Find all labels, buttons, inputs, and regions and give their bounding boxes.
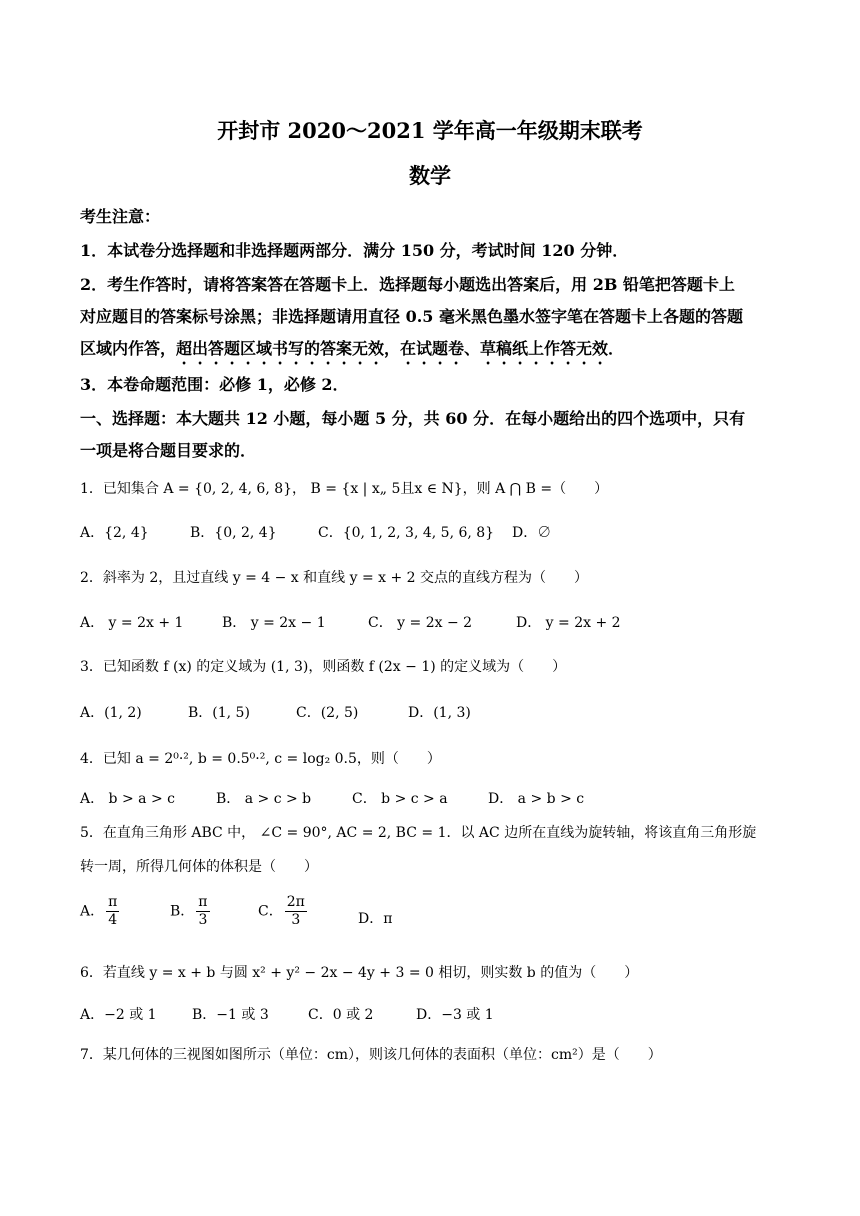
subject-title: 数学 <box>409 163 451 188</box>
option-c: C． y = 2x − 2 <box>368 615 473 631</box>
option-a: A．(1, 2) <box>80 705 142 721</box>
notice-item-3: 3．本卷命题范围：必修 1，必修 2． <box>80 375 349 394</box>
option-b: B． y = 2x − 1 <box>222 615 326 631</box>
option-c: C． b > c > a <box>352 791 448 807</box>
option-c: C．{0, 1, 2, 3, 4, 5, 6, 8} <box>318 525 495 541</box>
question-1-stem: 1．已知集合 A = {0, 2, 4, 6, 8}， B = {x | x„ 5且x ∈ N}，则 A ⋂ B =（ ） <box>80 481 609 497</box>
option-c: C．(2, 5) <box>296 705 359 721</box>
option-d: D．(1, 3) <box>408 705 471 721</box>
section-1-line-1: 一、选择题：本大题共 12 小题，每小题 5 分，共 60 分．在每小题给出的四个选项中，只有 <box>80 409 746 428</box>
option-a: A．{2, 4} <box>80 525 149 541</box>
question-5-stem-line-2: 转一周，所得几何体的体积是（ ） <box>80 859 318 875</box>
notice-item-2-prefix: 区域内作答， <box>80 339 177 358</box>
option-a: A． b > a > c <box>80 791 175 807</box>
fraction-denominator: 3 <box>291 911 301 928</box>
notice-item-2-emphasis: 超出答题区域书写的答案无效，在试题卷、草稿纸上作答无效． <box>176 339 625 358</box>
section-1-line-2: 一项是将合题目要求的． <box>80 441 257 460</box>
fraction-denominator: 4 <box>108 911 118 928</box>
option-d: D．−3 或 1 <box>416 1007 494 1023</box>
option-d: D．∅ <box>512 525 552 541</box>
fraction-denominator: 3 <box>198 911 208 928</box>
option-c: C．0 或 2 <box>308 1007 374 1023</box>
option-a: A． $\frac{\pi}{4}$ <box>80 894 118 928</box>
notice-item-2-line-2: 对应题目的答案标号涂黑；非选择题请用直径 0.5 毫米黑色墨水签字笔在答题卡上各题的答题 <box>80 307 743 326</box>
option-b: B． $\frac{\pi}{3}$ <box>170 894 208 928</box>
option-b: B． a > c > b <box>216 791 312 807</box>
option-b: B．{0, 2, 4} <box>190 525 277 541</box>
question-6-stem: 6．若直线 y = x + b 与圆 x² + y² − 2x − 4y + 3 = 0 相切，则实数 b 的值为（ ） <box>80 965 639 981</box>
option-d: D． y = 2x + 2 <box>516 615 621 631</box>
fraction-numerator: 2π <box>286 894 305 910</box>
fraction-numerator: π <box>198 894 208 910</box>
exam-title: 开封市 2020～2021 学年高一年级期末联考 <box>217 118 643 143</box>
fraction-numerator: π <box>108 894 118 910</box>
option-a: A． y = 2x + 1 <box>80 615 184 631</box>
option-c: C． $\frac{2\pi}{3}$ <box>258 894 305 928</box>
question-5-stem-line-1: 5．在直角三角形 ABC 中， ∠C = 90°, AC = 2, BC = 1．以 AC 边所在直线为旋转轴，将该直角三角形旋 <box>80 825 757 841</box>
option-d: D． a > b > c <box>488 791 585 807</box>
notice-heading: 考生注意： <box>80 207 161 226</box>
option-b: B．−1 或 3 <box>192 1007 269 1023</box>
question-2-stem: 2．斜率为 2，且过直线 y = 4 − x 和直线 y = x + 2 交点的直线方程为（ ） <box>80 570 589 586</box>
notice-item-1: 1．本试卷分选择题和非选择题两部分．满分 150 分，考试时间 120 分钟． <box>80 241 629 260</box>
question-7-stem: 7．某几何体的三视图如图所示（单位：cm），则该几何体的表面积（单位：cm²）是（ ） <box>80 1047 662 1063</box>
question-3-stem: 3．已知函数 f (x) 的定义域为 (1, 3)，则函数 f (2x − 1) 的定义域为（ ） <box>80 659 567 675</box>
option-a: A．−2 或 1 <box>80 1007 157 1023</box>
question-4-stem: 4．已知 a = 2⁰·², b = 0.5⁰·², c = log₂ 0.5，则（ ） <box>80 751 441 767</box>
option-d: D．π <box>358 911 393 927</box>
notice-item-2-line-1: 2．考生作答时，请将答案答在答题卡上．选择题每小题选出答案后，用 2B 铅笔把答题卡上 <box>80 275 735 294</box>
option-b: B．(1, 5) <box>188 705 250 721</box>
notice-item-2-line-3 <box>80 336 786 368</box>
